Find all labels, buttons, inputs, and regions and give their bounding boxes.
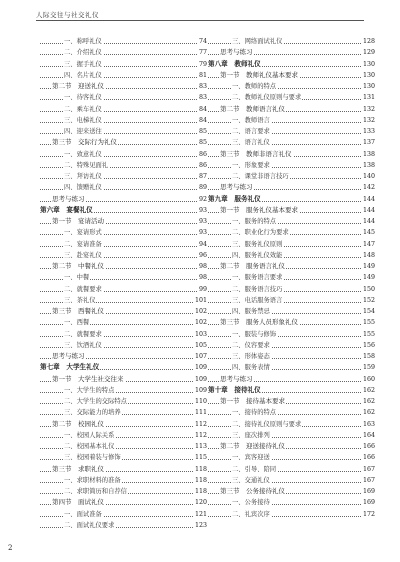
toc-entry-page: 156 [362, 340, 375, 351]
toc-entry-sub[interactable] [40, 115, 207, 126]
toc-entry-sub[interactable] [208, 81, 375, 92]
toc-entry-title: 第一节 教师礼仪基本要求 [220, 70, 299, 81]
toc-entry-page: 87 [198, 171, 207, 182]
toc-entry-title: 二、课堂非语言技巧 [232, 171, 290, 182]
toc-entry-sub[interactable] [208, 239, 375, 250]
toc-entry-title: 第二节 教师语言礼仪 [220, 104, 286, 115]
toc-entry-review[interactable] [208, 182, 375, 193]
toc-entry-title: 二、仪容要求 [232, 340, 271, 351]
toc-entry-sub[interactable] [40, 317, 207, 328]
toc-entry-page: 132 [362, 115, 375, 126]
toc-entry-title: 第八章 教师礼仪 [208, 59, 262, 70]
toc-entry-page: 92 [198, 194, 207, 205]
toc-entry-title: 一、服装与修饰 [232, 329, 277, 340]
toc-entry-page: 164 [362, 430, 375, 441]
toc-entry-title: 第二节 中餐礼仪 [52, 261, 105, 272]
toc-entry-sub[interactable] [208, 430, 375, 441]
toc-entry-review[interactable] [40, 351, 207, 362]
toc-entry-page: 132 [362, 104, 375, 115]
toc-entry-title: 一、宾客迎送 [232, 452, 271, 463]
toc-entry-title: 一、服务语言要求 [232, 272, 283, 283]
toc-entry-sub[interactable] [40, 441, 207, 452]
toc-entry-title: 四、服务表情 [232, 362, 271, 373]
toc-entry-page: 167 [362, 464, 375, 475]
toc-entry-page: 89 [198, 182, 207, 193]
toc-entry-page: 102 [194, 306, 207, 317]
toc-entry-page: 169 [362, 486, 375, 497]
toc-entry-sub[interactable] [40, 486, 207, 497]
toc-entry-title: 一、待客礼仪 [64, 92, 103, 103]
toc-entry-sub[interactable] [208, 171, 375, 182]
toc-entry-section[interactable] [208, 486, 375, 497]
toc-entry-page: 83 [198, 81, 207, 92]
toc-entry-page: 113 [194, 441, 207, 452]
toc-entry-page: 120 [194, 497, 207, 508]
toc-entry-page: 112 [194, 430, 207, 441]
toc-entry-title: 第一节 接待基本要求 [220, 396, 286, 407]
toc-entry-sub[interactable] [40, 36, 207, 47]
toc-entry-sub[interactable] [208, 306, 375, 317]
toc-entry-page: 129 [362, 47, 375, 58]
toc-entry-page: 137 [362, 137, 375, 148]
toc-entry-page: 86 [198, 149, 207, 160]
toc-column-left [40, 36, 207, 531]
toc-entry-title: 二、校园基本礼仪 [64, 441, 115, 452]
toc-entry-sub[interactable] [208, 329, 375, 340]
toc-entry-title: 二、面试礼仪要求 [64, 520, 115, 531]
toc-entry-title: 二、求职简历和自荐信 [64, 486, 128, 497]
toc-entry-sub[interactable] [40, 509, 207, 520]
toc-entry-page: 105 [194, 340, 207, 351]
toc-entry-page: 93 [198, 205, 207, 216]
toc-entry-title: 第二节 校园礼仪 [52, 419, 105, 430]
toc-entry-page: 130 [362, 81, 375, 92]
toc-entry-section[interactable] [208, 104, 375, 115]
toc-entry-title: 二、语言要求 [232, 126, 271, 137]
toc-entry-sub[interactable] [208, 92, 375, 103]
toc-entry-title: 一、宴请形式 [64, 227, 103, 238]
toc-entry-sub[interactable] [40, 396, 207, 407]
toc-entry-page: 158 [362, 351, 375, 362]
toc-entry-title: 三、茶礼仪 [64, 295, 96, 306]
toc-entry-page: 128 [362, 36, 375, 47]
toc-entry-sub[interactable] [40, 92, 207, 103]
toc-entry-title: 一、校园人际关系 [64, 430, 115, 441]
toc-entry-sub[interactable] [40, 171, 207, 182]
toc-entry-title: 第三节 交际行为礼仪 [52, 137, 118, 148]
toc-entry-title: 二、接待礼仪原则与要求 [232, 419, 302, 430]
toc-entry-title: 第三节 公务接待礼仪 [220, 486, 286, 497]
toc-entry-page: 172 [362, 509, 375, 520]
toc-entry-title: 第二节 迎送接待礼仪 [220, 441, 286, 452]
toc-entry-page: 138 [362, 149, 375, 160]
toc-entry-page: 162 [362, 407, 375, 418]
toc-entry-title: 三、赴宴礼仪 [64, 250, 103, 261]
toc-entry-page: 160 [362, 374, 375, 385]
toc-entry-title: 三、拜访礼仪 [64, 171, 103, 182]
toc-entry-title: 三、握手礼仪 [64, 59, 103, 70]
toc-entry-title: 一、接待的特点 [232, 407, 277, 418]
toc-entry-page: 150 [362, 284, 375, 295]
toc-entry-sub[interactable] [208, 272, 375, 283]
toc-entry-title: 思考与练习 [220, 182, 254, 193]
toc-entry-page: 98 [198, 261, 207, 272]
toc-entry-sub[interactable] [208, 497, 375, 508]
toc-entry-page: 166 [362, 441, 375, 452]
toc-entry-section[interactable] [208, 441, 375, 452]
toc-entry-page: 112 [194, 419, 207, 430]
toc-entry-sub[interactable] [40, 59, 207, 70]
toc-entry-title: 第一节 宴请活动 [52, 216, 105, 227]
toc-entry-page: 94 [198, 239, 207, 250]
toc-entry-title: 第十章 接待礼仪 [208, 385, 262, 396]
toc-entry-title: 一、教师语言 [232, 115, 271, 126]
toc-entry-page: 86 [198, 160, 207, 171]
toc-entry-section[interactable] [40, 497, 207, 508]
toc-entry-title: 一、西餐 [64, 317, 90, 328]
toc-entry-page: 115 [194, 452, 207, 463]
toc-entry-sub[interactable] [208, 464, 375, 475]
toc-entry-page: 83 [198, 92, 207, 103]
toc-entry-section[interactable] [40, 81, 207, 92]
toc-entry-page: 118 [194, 475, 207, 486]
toc-entry-sub[interactable] [208, 227, 375, 238]
toc-entry-section[interactable] [208, 261, 375, 272]
toc-entry-page: 98 [198, 272, 207, 283]
toc-entry-sub[interactable] [40, 250, 207, 261]
toc-entry-sub[interactable] [208, 115, 375, 126]
toc-entry-page: 93 [198, 227, 207, 238]
toc-entry-sub[interactable] [208, 250, 375, 261]
running-header: 人际交往与社交礼仪 [36, 11, 99, 19]
toc-column-right [208, 36, 375, 520]
toc-entry-sub[interactable] [40, 340, 207, 351]
toc-entry-title: 四、迎来送往 [64, 126, 103, 137]
toc-entry-title: 三、网络面试礼仪 [232, 36, 283, 47]
toc-entry-section[interactable] [208, 149, 375, 160]
toc-entry-chapter[interactable] [208, 385, 375, 396]
toc-entry-page: 145 [362, 227, 375, 238]
toc-entry-title: 三、服务礼仪原则 [232, 239, 283, 250]
toc-entry-title: 二、就餐要求 [64, 284, 103, 295]
toc-entry-title: 一、大学生的特点 [64, 385, 115, 396]
toc-entry-section[interactable] [40, 137, 207, 148]
toc-entry-title: 三、电梯礼仪 [64, 115, 103, 126]
toc-entry-title: 二、宴请准备 [64, 239, 103, 250]
toc-entry-sub[interactable] [208, 452, 375, 463]
toc-entry-sub[interactable] [208, 216, 375, 227]
toc-entry-page: 163 [362, 419, 375, 430]
toc-entry-page: 77 [198, 47, 207, 58]
toc-entry-title: 四、服务禁忌 [232, 306, 271, 317]
toc-entry-review[interactable] [40, 194, 207, 205]
toc-entry-page: 140 [362, 171, 375, 182]
toc-entry-title: 一、服务的特点 [232, 216, 277, 227]
toc-entry-title: 二、引导、陪同 [232, 464, 277, 475]
toc-entry-sub[interactable] [40, 430, 207, 441]
toc-entry-page: 93 [198, 216, 207, 227]
toc-entry-title: 三、交际能力的培养 [64, 407, 122, 418]
toc-entry-title: 第二节 服务语言礼仪 [220, 261, 286, 272]
toc-entry-section[interactable] [208, 317, 375, 328]
toc-entry-title: 三、形体姿态 [232, 351, 271, 362]
toc-entry-title: 一、教师的特点 [232, 81, 277, 92]
toc-entry-page: 109 [194, 374, 207, 385]
toc-entry-sub[interactable] [40, 284, 207, 295]
toc-entry-page: 101 [194, 295, 207, 306]
toc-entry-title: 二、就餐要求 [64, 329, 103, 340]
toc-entry-section[interactable] [40, 464, 207, 475]
toc-entry-title: 第一节 大学生社交往来 [52, 374, 125, 385]
toc-entry-page: 107 [194, 351, 207, 362]
toc-entry-page: 159 [362, 362, 375, 373]
toc-entry-page: 144 [362, 216, 375, 227]
toc-entry-page: 102 [194, 317, 207, 328]
toc-entry-page: 147 [362, 239, 375, 250]
toc-entry-section[interactable] [40, 419, 207, 430]
toc-entry-sub[interactable] [40, 47, 207, 58]
toc-entry-sub[interactable] [208, 36, 375, 47]
toc-entry-sub[interactable] [208, 419, 375, 430]
toc-entry-sub[interactable] [40, 239, 207, 250]
toc-entry-title: 二、特殊见面礼 [64, 160, 109, 171]
toc-entry-sub[interactable] [40, 407, 207, 418]
toc-entry-title: 第六章 宴餐礼仪 [40, 205, 94, 216]
toc-entry-sub[interactable] [40, 160, 207, 171]
toc-entry-page: 99 [198, 284, 207, 295]
toc-entry-title: 二、服务语言技巧 [232, 284, 283, 295]
toc-entry-page: 96 [198, 250, 207, 261]
toc-entry-section[interactable] [40, 216, 207, 227]
toc-entry-page: 74 [198, 36, 207, 47]
toc-entry-page: 166 [362, 452, 375, 463]
toc-entry-page: 148 [362, 250, 375, 261]
toc-entry-sub[interactable] [208, 475, 375, 486]
toc-entry-page: 149 [362, 261, 375, 272]
toc-entry-title: 第一节 服务礼仪基本要求 [220, 205, 299, 216]
toc-entry-page: 121 [194, 509, 207, 520]
toc-entry-sub[interactable] [40, 272, 207, 283]
toc-entry-page: 118 [194, 486, 207, 497]
toc-entry-sub[interactable] [208, 126, 375, 137]
toc-entry-title: 思考与练习 [52, 351, 86, 362]
toc-entry-sub[interactable] [40, 329, 207, 340]
toc-entry-title: 第三节 求职礼仪 [52, 464, 105, 475]
toc-entry-sub[interactable] [208, 137, 375, 148]
toc-entry-sub[interactable] [208, 351, 375, 362]
toc-entry-page: 155 [362, 329, 375, 340]
toc-entry-chapter[interactable] [40, 205, 207, 216]
toc-entry-title: 一、求职材料的准备 [64, 475, 122, 486]
toc-entry-page: 85 [198, 137, 207, 148]
toc-entry-chapter[interactable] [208, 194, 375, 205]
toc-entry-title: 三、语言礼仪 [232, 137, 271, 148]
toc-entry-page: 162 [362, 396, 375, 407]
toc-entry-page: 149 [362, 272, 375, 283]
toc-entry-section[interactable] [40, 306, 207, 317]
toc-entry-title: 一、称呼礼仪 [64, 36, 103, 47]
toc-entry-page: 130 [362, 59, 375, 70]
toc-entry-page: 167 [362, 475, 375, 486]
toc-entry-page: 81 [198, 70, 207, 81]
toc-entry-title: 二、礼宾次序 [232, 509, 271, 520]
toc-entry-sub[interactable] [40, 126, 207, 137]
toc-entry-sub[interactable] [40, 182, 207, 193]
toc-entry-title: 一、中餐 [64, 272, 90, 283]
toc-entry-page: 138 [362, 160, 375, 171]
toc-entry-sub[interactable] [40, 227, 207, 238]
toc-entry-sub[interactable] [40, 295, 207, 306]
toc-entry-page: 111 [194, 407, 207, 418]
toc-entry-title: 三、校园着装与修饰 [64, 452, 122, 463]
toc-entry-sub[interactable] [40, 520, 207, 531]
toc-entry-review[interactable] [208, 374, 375, 385]
toc-entry-page: 103 [194, 329, 207, 340]
toc-entry-title: 二、职业化行为要求 [232, 227, 290, 238]
toc-entry-page: 155 [362, 317, 375, 328]
toc-entry-sub[interactable] [208, 509, 375, 520]
toc-entry-title: 第三节 西餐礼仪 [52, 306, 105, 317]
toc-entry-title: 一、致意礼仪 [64, 149, 103, 160]
toc-entry-title: 二、教师礼仪原则与要求 [232, 92, 302, 103]
toc-entry-section[interactable] [40, 374, 207, 385]
toc-entry-page: 154 [362, 306, 375, 317]
toc-entry-page: 144 [362, 194, 375, 205]
toc-entry-page: 130 [362, 70, 375, 81]
toc-entry-section[interactable] [208, 205, 375, 216]
toc-entry-title: 三、座次排列 [232, 430, 271, 441]
toc-entry-title: 三、交通礼仪 [232, 475, 271, 486]
toc-entry-page: 144 [362, 205, 375, 216]
toc-entry-sub[interactable] [40, 385, 207, 396]
toc-entry-sub[interactable] [208, 295, 375, 306]
toc-entry-sub[interactable] [40, 475, 207, 486]
toc-entry-title: 思考与练习 [220, 374, 254, 385]
toc-entry-chapter[interactable] [208, 59, 375, 70]
toc-entry-page: 123 [194, 520, 207, 531]
toc-entry-sub[interactable] [40, 70, 207, 81]
toc-entry-page: 85 [198, 126, 207, 137]
toc-entry-title: 二、大学生的交际特点 [64, 396, 128, 407]
toc-entry-sub[interactable] [208, 284, 375, 295]
toc-entry-section[interactable] [208, 396, 375, 407]
toc-entry-page: 169 [362, 497, 375, 508]
toc-entry-title: 第九章 服务礼仪 [208, 194, 262, 205]
toc-entry-title: 三、电话服务语言 [232, 295, 283, 306]
toc-entry-page: 142 [362, 182, 375, 193]
toc-entry-section[interactable] [40, 261, 207, 272]
toc-entry-page: 109 [194, 385, 207, 396]
toc-entry-page: 110 [194, 396, 207, 407]
page-number: 2 [8, 544, 13, 552]
toc-entry-section[interactable] [208, 70, 375, 81]
toc-entry-title: 第三节 服务人员形象礼仪 [220, 317, 299, 328]
toc-entry-sub[interactable] [40, 104, 207, 115]
toc-entry-title: 第三节 教师非语言礼仪 [220, 149, 293, 160]
toc-entry-title: 思考与练习 [220, 47, 254, 58]
toc-entry-page: 152 [362, 295, 375, 306]
toc-entry-page: 118 [194, 464, 207, 475]
toc-entry-chapter[interactable] [40, 362, 207, 373]
toc-entry-page: 162 [362, 385, 375, 396]
toc-entry-sub[interactable] [40, 149, 207, 160]
toc-entry-page: 84 [198, 104, 207, 115]
toc-entry-title: 第二节 迎送礼仪 [52, 81, 105, 92]
toc-entry-sub[interactable] [208, 407, 375, 418]
toc-entry-title: 四、馈赠礼仪 [64, 182, 103, 193]
toc-entry-title: 一、公务接待 [232, 497, 271, 508]
toc-entry-page: 84 [198, 115, 207, 126]
header-rule [36, 20, 364, 21]
toc-entry-title: 一、形象要求 [232, 160, 271, 171]
toc-entry-sub[interactable] [208, 362, 375, 373]
toc-entry-page: 79 [198, 59, 207, 70]
toc-entry-title: 第七章 大学生礼仪 [40, 362, 100, 373]
toc-entry-sub[interactable] [208, 340, 375, 351]
toc-entry-title: 三、饮酒礼仪 [64, 340, 103, 351]
toc-entry-title: 思考与练习 [52, 194, 86, 205]
toc-entry-page: 133 [362, 126, 375, 137]
toc-entry-sub[interactable] [40, 452, 207, 463]
toc-entry-review[interactable] [208, 47, 375, 58]
toc-entry-sub[interactable] [208, 160, 375, 171]
toc-entry-title: 二、介绍礼仪 [64, 47, 103, 58]
toc-entry-title: 四、服务礼仪效能 [232, 250, 283, 261]
toc-entry-title: 一、面试准备 [64, 509, 103, 520]
toc-entry-page: 109 [194, 362, 207, 373]
toc-entry-title: 四、名片礼仪 [64, 70, 103, 81]
toc-entry-title: 二、乘车礼仪 [64, 104, 103, 115]
toc-entry-title: 第四节 面试礼仪 [52, 497, 105, 508]
toc-entry-page: 131 [362, 92, 375, 103]
